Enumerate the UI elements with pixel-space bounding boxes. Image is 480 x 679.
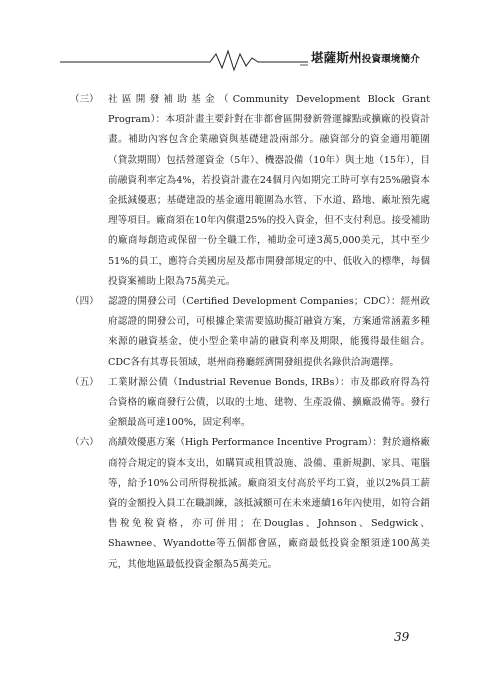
section-number: （四） [70, 296, 99, 308]
section-text: 工業財源公債（Industrial Revenue Bonds, IRBs）：市及郡政府得為符合資格的廠商發行公債，以取的土地、建物、生產設備、擴廠設備等。發行金額最高可達100%，固定利率。 [108, 376, 430, 429]
header-title-main: 堪薩斯州 [310, 50, 362, 65]
running-header [60, 46, 420, 72]
section-number: （五） [70, 376, 99, 388]
section-certified-development-companies [70, 292, 430, 373]
section-text: 社區開發補助基金（Community Development Block Grant Program）：本項計畫主要針對在非都會區開發新營運據點或擴廠的投資計畫。補助內容包含企業融資與基礎建設兩部分。融資部分的資金適用範圍（貸款期間）包括營運資金（5年）、機器設備（10年）與土地（15年），目前融資利率定為4%，若投資計畫在24個月內如期完工時可享有25%融資本金抵減優惠；基礎建設的基金適用範圍為水管、下水道、路地、廠址預先處理等項目。廠商須在10年內償還25%的投入資金，但不支付利息。接受補助的廠商每創造或保留一份全職工作，補助金可達3萬5,000美元，其中至少51%的員工，應符合美國房屋及都市開發部規定的中、低收入的標準，每個投資案補助上限為75萬美元。 [108, 94, 430, 287]
section-high-performance-incentive [70, 433, 430, 574]
section-industrial-revenue-bonds [70, 373, 430, 434]
section-number: （三） [70, 94, 99, 105]
section-text: 認證的開發公司（Certified Development Companies；CDC）：經州政府認證的開發公司，可根據企業需要協助擬訂融資方案，方案通常涵蓋多種來源的融資基金，使小型企業申請的融資利率及期限，能獲得最佳組合。CDC各有其專長領域，堪州商務廳經濟開發組提供名錄供洽詢選擇。 [108, 296, 430, 368]
page-number: 39 [394, 630, 410, 644]
header-title [308, 48, 420, 66]
page-body [70, 90, 430, 575]
section-text: 高績效優惠方案（High Performance Incentive Program）：對於適格廠商符合規定的資本支出，如購買或租賃設施、設備、重新規劃、家具、電腦等，給予10%公司所得稅抵減。廠商須支付高於平均工資，並以2%員工薪資的金額投入員工在職訓練，該抵減額可在未來連續16年內使用，如符合銷售稅免稅資格，亦可併用；在Douglas、Johnson、Sedgwick、Shawnee、Wyandotte等五個都會區，廠商最低投資金額須達100萬美元，其他地區最低投資金額為5萬美元。 [108, 437, 430, 570]
section-number: （六） [70, 437, 99, 449]
header-title-sub: 投資環境簡介 [361, 54, 420, 65]
section-community-development-grant [70, 90, 430, 292]
